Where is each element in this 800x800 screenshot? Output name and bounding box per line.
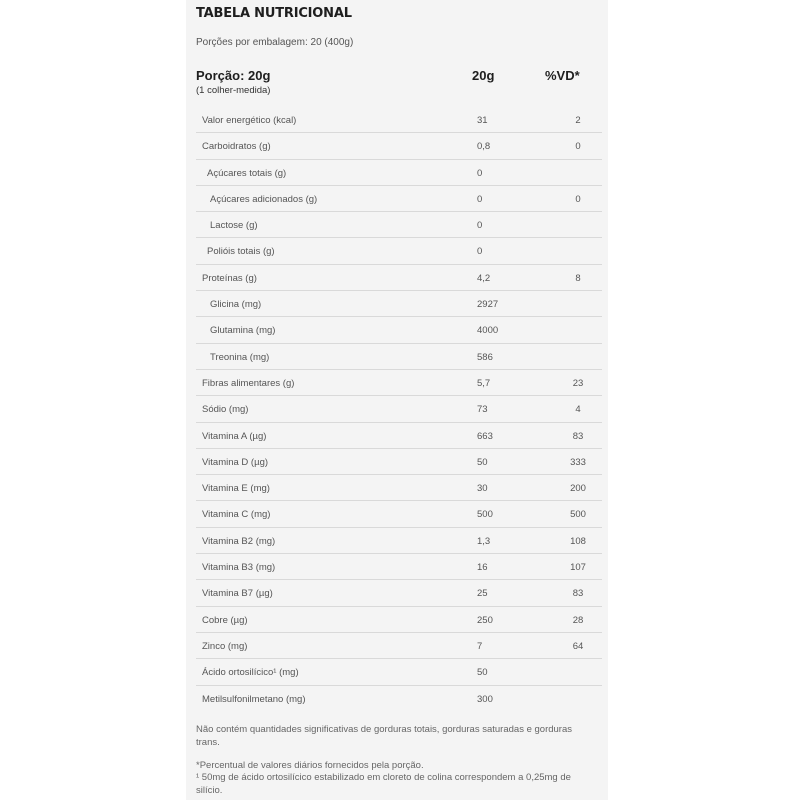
nutrient-label: Sódio (mg) bbox=[202, 404, 249, 416]
nutrient-label: Ácido ortosilícico¹ (mg) bbox=[202, 667, 299, 679]
table-row bbox=[196, 107, 602, 133]
nutrient-vd: 83 bbox=[572, 588, 584, 600]
nutrient-vd: 200 bbox=[570, 483, 586, 495]
nutrient-amount: 50 bbox=[477, 667, 488, 679]
portion-label: Porção: 20g bbox=[196, 68, 271, 83]
nutrient-amount: 7 bbox=[477, 640, 483, 652]
nutrient-label: Açúcares adicionados (g) bbox=[210, 193, 318, 205]
servings-per-package: Porções por embalagem: 20 (400g) bbox=[196, 37, 354, 48]
nutrient-label: Vitamina A (µg) bbox=[202, 430, 267, 442]
nutrient-vd: 23 bbox=[572, 377, 584, 389]
vd-column-header: %VD* bbox=[545, 68, 580, 83]
nutrient-vd: 28 bbox=[572, 614, 584, 626]
nutrient-amount: 16 bbox=[477, 562, 488, 574]
nutrient-vd: 108 bbox=[570, 535, 586, 547]
nutrient-amount: 1,3 bbox=[477, 535, 491, 547]
table-row bbox=[196, 607, 602, 633]
table-title: TABELA NUTRICIONAL bbox=[196, 6, 352, 21]
nutrient-amount: 4000 bbox=[477, 325, 499, 337]
nutrient-amount: 0 bbox=[477, 167, 483, 179]
nutrient-amount: 663 bbox=[477, 430, 493, 442]
nutrient-vd: 8 bbox=[575, 272, 581, 284]
nutrient-amount: 250 bbox=[477, 614, 493, 626]
nutrient-vd: 500 bbox=[570, 509, 586, 521]
nutrient-label: Vitamina C (mg) bbox=[202, 509, 271, 521]
table-row bbox=[196, 344, 602, 370]
table-row bbox=[196, 475, 602, 501]
table-row bbox=[196, 554, 602, 580]
fat-footnote: Não contém quantidades significativas de gorduras totais, gorduras saturadas e gorduras trans. bbox=[196, 724, 572, 748]
nutrient-list bbox=[196, 107, 602, 712]
table-row bbox=[196, 580, 602, 606]
table-row bbox=[196, 238, 602, 264]
nutrient-label: Açúcares totais (g) bbox=[207, 167, 287, 179]
nutrient-label: Cobre (µg) bbox=[202, 614, 248, 626]
nutrient-label: Zinco (mg) bbox=[202, 640, 248, 652]
table-row bbox=[196, 686, 602, 712]
table-row bbox=[196, 449, 602, 475]
table-row bbox=[196, 396, 602, 422]
nutrient-amount: 0 bbox=[477, 220, 483, 232]
table-row bbox=[196, 265, 602, 291]
nutrient-amount: 31 bbox=[477, 115, 488, 126]
nutrition-table-panel bbox=[186, 0, 608, 800]
portion-description: (1 colher-medida) bbox=[196, 85, 271, 96]
nutrient-amount: 30 bbox=[477, 483, 488, 495]
nutrient-label: Lactose (g) bbox=[210, 220, 258, 232]
nutrient-label: Glicina (mg) bbox=[210, 299, 262, 311]
silicon-footnote: ¹ 50mg de ácido ortosilícico estabilizado em cloreto de colina correspondem a 0,25mg de silício. bbox=[196, 772, 571, 796]
table-row bbox=[196, 133, 602, 159]
nutrient-amount: 25 bbox=[477, 588, 488, 600]
nutrient-vd: 107 bbox=[570, 562, 586, 574]
nutrient-amount: 2927 bbox=[477, 299, 499, 311]
nutrient-label: Polióis totais (g) bbox=[207, 246, 275, 258]
nutrient-vd: 0 bbox=[575, 193, 581, 205]
table-row bbox=[196, 659, 602, 685]
nutrient-amount: 0 bbox=[477, 246, 483, 258]
nutrient-label: Treonina (mg) bbox=[210, 351, 270, 363]
nutrient-amount: 300 bbox=[477, 693, 493, 705]
nutrient-amount: 586 bbox=[477, 351, 493, 363]
nutrient-vd: 333 bbox=[570, 456, 586, 468]
nutrient-amount: 50 bbox=[477, 456, 488, 468]
table-row bbox=[196, 370, 602, 396]
nutrient-label: Carboidratos (g) bbox=[202, 141, 271, 153]
table-row bbox=[196, 186, 602, 212]
nutrient-label: Glutamina (mg) bbox=[210, 325, 276, 337]
nutrient-label: Vitamina D (µg) bbox=[202, 456, 269, 468]
table-row bbox=[196, 528, 602, 554]
nutrient-vd: 4 bbox=[575, 404, 581, 416]
nutrient-vd: 2 bbox=[575, 115, 581, 126]
nutrient-vd: 0 bbox=[575, 141, 581, 153]
table-row bbox=[196, 317, 602, 343]
table-row bbox=[196, 160, 602, 186]
table-row bbox=[196, 501, 602, 527]
nutrient-label: Fibras alimentares (g) bbox=[202, 377, 295, 389]
nutrient-label: Vitamina E (mg) bbox=[202, 483, 270, 495]
nutrient-amount: 500 bbox=[477, 509, 493, 521]
nutrient-label: Metilsulfonilmetano (mg) bbox=[202, 693, 306, 705]
nutrient-amount: 73 bbox=[477, 404, 488, 416]
nutrient-label: Vitamina B3 (mg) bbox=[202, 562, 276, 574]
nutrient-vd: 83 bbox=[572, 430, 584, 442]
nutrient-amount: 0,8 bbox=[477, 141, 491, 153]
amount-column-header: 20g bbox=[472, 68, 495, 83]
table-row bbox=[196, 212, 602, 238]
nutrient-amount: 4,2 bbox=[477, 272, 491, 284]
table-row bbox=[196, 423, 602, 449]
vd-footnote: *Percentual de valores diários fornecidos pela porção. bbox=[196, 760, 424, 771]
table-row bbox=[196, 291, 602, 317]
nutrient-amount: 5,7 bbox=[477, 377, 491, 389]
nutrient-label: Proteínas (g) bbox=[202, 272, 257, 284]
nutrient-label: Vitamina B2 (mg) bbox=[202, 535, 276, 547]
table-row bbox=[196, 633, 602, 659]
nutrient-vd: 64 bbox=[572, 640, 584, 652]
nutrient-label: Vitamina B7 (µg) bbox=[202, 588, 273, 600]
nutrient-amount: 0 bbox=[477, 193, 483, 205]
nutrient-label: Valor energético (kcal) bbox=[202, 115, 297, 126]
